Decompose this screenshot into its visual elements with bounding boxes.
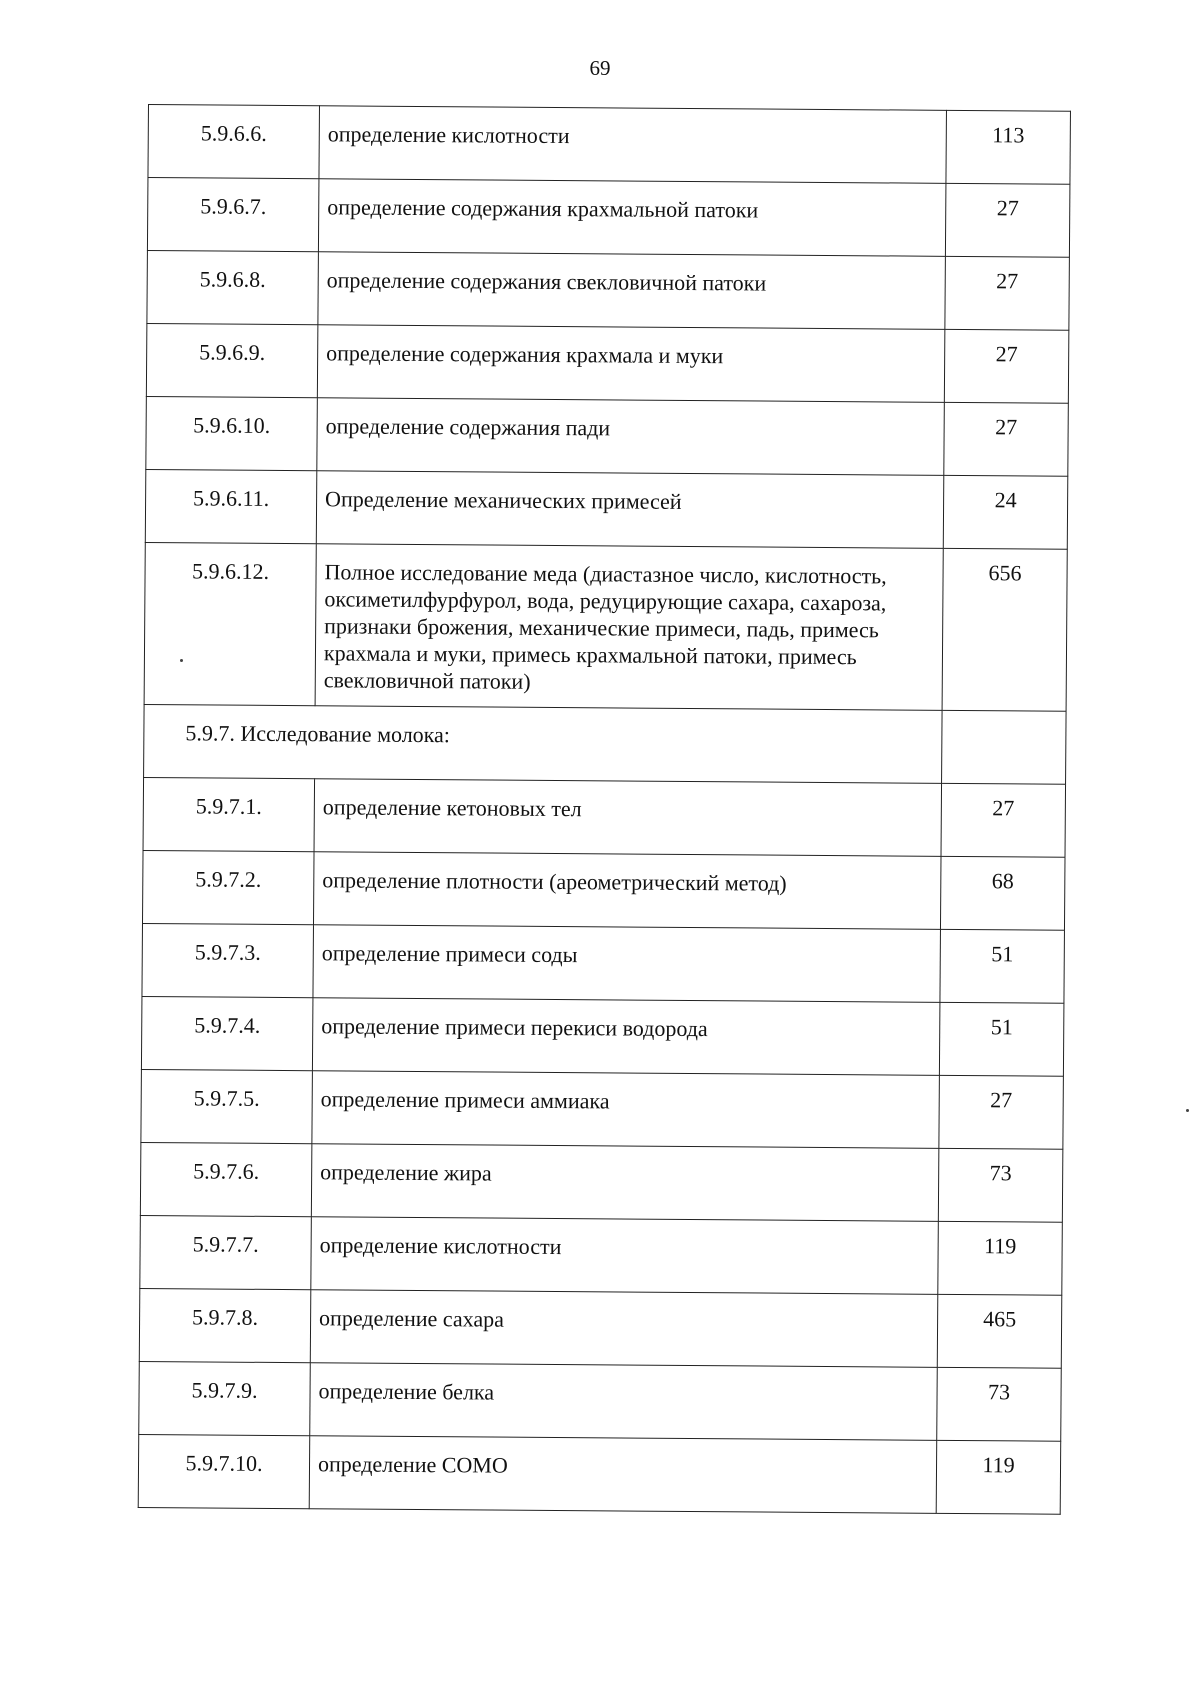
item-price: 51 bbox=[940, 929, 1065, 1003]
item-name: определение примеси соды bbox=[313, 925, 941, 1003]
table-row bbox=[147, 250, 1070, 330]
item-code: 5.9.6.11. bbox=[145, 469, 317, 543]
item-price: 24 bbox=[943, 475, 1068, 549]
item-name: определение кислотности bbox=[319, 106, 947, 184]
table-row bbox=[141, 996, 1064, 1076]
table-row bbox=[140, 1142, 1063, 1222]
item-price: 27 bbox=[945, 256, 1070, 330]
item-price: 68 bbox=[940, 856, 1065, 930]
item-code: 5.9.7.4. bbox=[141, 996, 313, 1070]
table-row bbox=[148, 105, 1071, 185]
item-code: 5.9.7.10. bbox=[138, 1434, 310, 1508]
table-row bbox=[142, 923, 1065, 1003]
item-name: определение содержания свекловичной патоки bbox=[318, 252, 946, 330]
item-name: определение жира bbox=[311, 1144, 939, 1222]
item-price: 27 bbox=[939, 1075, 1064, 1149]
item-code: 5.9.7.5. bbox=[141, 1069, 313, 1143]
item-price: 27 bbox=[944, 402, 1069, 476]
price-table bbox=[138, 104, 1071, 1515]
item-name: определение содержания пади bbox=[317, 398, 945, 476]
item-code: 5.9.6.7. bbox=[147, 178, 319, 252]
item-name: определение кетоновых тел bbox=[314, 779, 942, 857]
item-name: определение плотности (ареометрический метод) bbox=[313, 852, 941, 930]
table-row bbox=[138, 1434, 1061, 1514]
page-number: 69 bbox=[589, 56, 611, 80]
item-price: 27 bbox=[941, 783, 1066, 857]
item-price: 27 bbox=[945, 183, 1070, 257]
table-row bbox=[145, 469, 1068, 549]
table-row bbox=[146, 396, 1069, 476]
scan-speck bbox=[1186, 1109, 1189, 1112]
item-name: определение содержания крахмальной патоки bbox=[318, 179, 946, 257]
item-price: 73 bbox=[937, 1367, 1062, 1441]
table-row bbox=[146, 323, 1069, 403]
item-name: определение содержания крахмала и муки bbox=[317, 325, 945, 403]
table-row bbox=[143, 777, 1066, 857]
item-code: 5.9.7.3. bbox=[142, 923, 314, 997]
item-price: 27 bbox=[944, 329, 1069, 403]
item-code: 5.9.7.7. bbox=[140, 1215, 312, 1289]
item-code: 5.9.6.9. bbox=[146, 323, 318, 397]
table-row bbox=[141, 1069, 1064, 1149]
item-price: 51 bbox=[939, 1002, 1064, 1076]
item-name: определение примеси аммиака bbox=[312, 1071, 940, 1149]
table-row bbox=[147, 178, 1070, 258]
item-code: 5.9.7.9. bbox=[139, 1361, 311, 1435]
item-code: 5.9.7.8. bbox=[139, 1288, 311, 1362]
item-name: определение кислотности bbox=[311, 1217, 939, 1295]
item-name: определение СОМО bbox=[309, 1436, 937, 1514]
item-name: определение сахара bbox=[310, 1290, 938, 1368]
item-code: 5.9.7.2. bbox=[142, 850, 314, 924]
section-price-cell bbox=[942, 710, 1067, 784]
table-row bbox=[140, 1215, 1063, 1295]
item-price: 656 bbox=[942, 548, 1067, 711]
item-price: 113 bbox=[946, 110, 1071, 184]
item-price: 73 bbox=[938, 1148, 1063, 1222]
item-name: определение примеси перекиси водорода bbox=[312, 998, 940, 1076]
item-price: 465 bbox=[937, 1294, 1062, 1368]
section-title: 5.9.7. Исследование молока: bbox=[144, 704, 943, 783]
table-row bbox=[139, 1361, 1062, 1441]
table-row bbox=[139, 1288, 1062, 1368]
section-row bbox=[144, 704, 1067, 784]
table-row bbox=[142, 850, 1065, 930]
table-row bbox=[144, 542, 1067, 711]
item-price: 119 bbox=[938, 1221, 1063, 1295]
item-code: 5.9.6.6. bbox=[148, 105, 320, 179]
item-code: 5.9.6.8. bbox=[147, 250, 319, 324]
item-name: определение белка bbox=[310, 1363, 938, 1441]
scan-speck bbox=[180, 659, 183, 662]
item-price: 119 bbox=[936, 1440, 1061, 1514]
item-name: Определение механических примесей bbox=[316, 471, 944, 549]
item-code: 5.9.6.10. bbox=[146, 396, 318, 470]
item-code: 5.9.7.1. bbox=[143, 777, 315, 851]
item-code: 5.9.6.12. bbox=[144, 542, 316, 705]
item-code: 5.9.7.6. bbox=[140, 1142, 312, 1216]
item-name: Полное исследование меда (диастазное число, кислотность, оксиметилфурфурол, вода, редуцирующие сахара, сахароза, признаки брожения, механические примеси, падь, примесь крахмала и муки, примесь крахмальной патоки, примесь свекловичной патоки) bbox=[315, 544, 943, 711]
